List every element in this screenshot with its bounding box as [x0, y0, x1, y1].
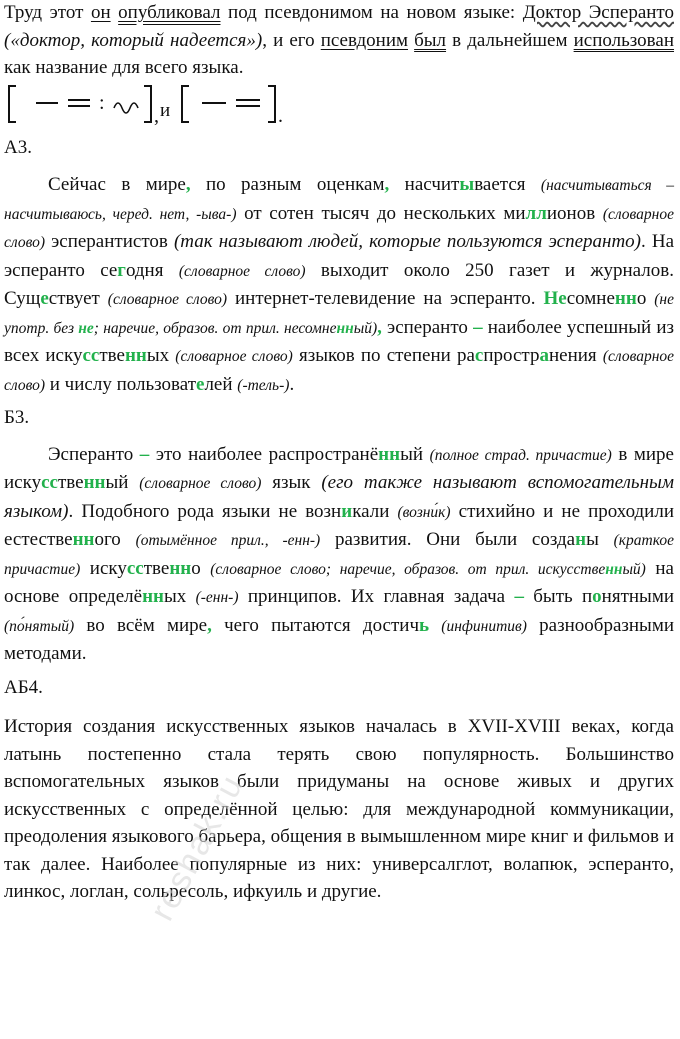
italic-gloss: (так называют людей, которые пользуются эсперанто): [173, 231, 641, 252]
scheme-conjunction: и: [160, 99, 171, 121]
highlight: о: [592, 586, 602, 607]
text: ый: [400, 443, 430, 465]
highlight: е: [196, 373, 205, 395]
italic-gloss: (его также называют вспомогательным языком): [4, 472, 674, 522]
annotation: (не употр. без: [4, 291, 674, 337]
text: как название для всего языка.: [4, 57, 244, 78]
annotation-highlight: не: [78, 319, 94, 337]
text: сомне: [566, 288, 615, 309]
scheme-comma: ,: [154, 104, 159, 126]
highlight: нн: [124, 345, 147, 366]
highlight: и: [341, 500, 353, 522]
annotation: (насчитываться – насчитываюсь, черед. нет, -ыва-): [4, 177, 674, 223]
predicate-underlined: опубликовал: [118, 2, 221, 23]
text: язык: [261, 472, 322, 493]
text: под псевдонимом на новом языке:: [220, 2, 523, 23]
text: .: [289, 373, 295, 395]
annotation: (-енн-): [195, 589, 239, 606]
text: эсперанто: [381, 316, 474, 338]
text: наиболее успешный из всех иску: [4, 316, 675, 366]
text: это наиболее распространё: [149, 443, 379, 465]
highlight: г: [117, 259, 126, 281]
highlight: сс: [126, 557, 144, 579]
section-label-a3: А3.: [4, 136, 32, 158]
highlight: с: [474, 345, 484, 366]
text: тве: [99, 345, 125, 366]
text: нения: [548, 345, 603, 366]
text: . На эсперанто се: [4, 231, 675, 281]
text: стихийно и не проходили естестве: [4, 500, 675, 550]
highlight: нн: [378, 443, 401, 465]
text: от сотен тысяч до нескольких ми: [236, 202, 526, 224]
text: ионов: [546, 202, 603, 224]
text: Сейчас в мире: [48, 174, 186, 195]
text: , и его: [262, 29, 321, 51]
annotation: (краткое причастие): [4, 532, 675, 578]
text: вается: [474, 174, 541, 195]
text: ствует: [48, 288, 108, 309]
highlight: ,: [377, 316, 382, 338]
text: . Подобного рода языки не возн: [68, 500, 342, 522]
annotation: (возни́к): [397, 503, 451, 521]
appositive-underlined: Доктор Эсперанто: [522, 2, 674, 23]
annotation: (полное страд. причастие): [429, 446, 612, 464]
annotation: ый): [353, 319, 378, 337]
highlight: нн: [142, 586, 164, 607]
highlight: Не: [543, 288, 567, 309]
highlight: ,: [384, 174, 390, 195]
highlight: –: [514, 586, 524, 607]
text: Эсперанто: [48, 443, 140, 465]
text: ого: [94, 529, 136, 550]
text: ый: [105, 472, 140, 493]
text: нятными: [601, 586, 675, 607]
text: и числу пользоват: [45, 373, 196, 395]
text: выходит около 250 газет и журналов. Сущ: [4, 259, 674, 309]
annotation: ый): [622, 560, 646, 578]
highlight: нн: [169, 557, 192, 579]
highlight: сс: [41, 472, 58, 493]
highlight: а: [539, 345, 549, 366]
text: во всём мире: [74, 614, 208, 636]
annotation: (отымённое прил., -енн-): [135, 532, 321, 549]
intro-paragraph: [4, 0, 674, 82]
highlight: нн: [72, 529, 95, 550]
predicate-underlined: был: [414, 29, 447, 51]
text: лей: [204, 373, 238, 395]
annotation: ; наречие, образов. от прил. несомне: [93, 319, 337, 337]
annotation: (словарное слово): [178, 262, 306, 280]
text: в дальнейшем: [446, 29, 574, 51]
highlight: ,: [185, 174, 191, 195]
text: о: [191, 557, 211, 579]
annotation: (по́нятый): [4, 617, 75, 635]
a3-paragraph: [4, 171, 674, 399]
text: разнообразными методами.: [4, 614, 675, 664]
text: ых: [163, 586, 196, 607]
text: тве: [57, 472, 84, 493]
highlight: нн: [83, 472, 106, 493]
text: о: [636, 288, 655, 309]
highlight: н: [575, 529, 587, 550]
sentence-scheme-diagram: [4, 82, 294, 126]
annotation-highlight: нн: [605, 560, 623, 578]
scheme-colon: :: [99, 91, 105, 114]
text: развития. Они были созда: [320, 529, 576, 550]
text: одня: [125, 259, 179, 281]
highlight: нн: [614, 288, 637, 309]
text: быть п: [523, 586, 593, 607]
annotation: (словарное слово): [4, 348, 675, 394]
text: кали: [352, 500, 398, 522]
highlight: –: [139, 443, 150, 465]
ab4-paragraph: История создания искусственных языков началась в XVII-XVIII веках, когда латынь постепенно стала терять свою популярность. Большинство вспомогательных языков были придуманы на основе живых и других искусственных с определённой целью: для международной коммуникации, преодоления языкового барьера, общения в вымышленном мире книг и фильмов и так далее. Наиболее популярные из них: универсалглот, волапюк, эсперанто, линкос, логлан, сольресоль, ифкуиль и другие.: [4, 716, 674, 902]
text: по разным оценкам: [190, 174, 385, 195]
highlight: ь: [419, 614, 430, 636]
subject-underlined: он: [90, 2, 111, 23]
watermark: reshak.ru: [142, 767, 252, 927]
highlight: ,: [207, 614, 212, 636]
highlight: е: [40, 288, 49, 309]
annotation-highlight: нн: [336, 319, 354, 337]
scheme-period: .: [278, 104, 283, 126]
section-label-ab4: АБ4.: [4, 676, 43, 698]
text: [429, 615, 441, 636]
annotation: (словарное слово): [4, 205, 674, 251]
section-label-b3: Б3.: [4, 407, 30, 428]
text: насчит: [389, 174, 460, 195]
text: Труд этот: [4, 2, 91, 23]
text: тве: [143, 557, 170, 579]
annotation: (инфинитив): [441, 617, 527, 635]
highlight: –: [473, 316, 483, 338]
highlight: сс: [82, 345, 100, 366]
annotation: (-тель-): [237, 376, 290, 394]
predicate-underlined: использован: [573, 29, 675, 51]
b3-paragraph: [4, 441, 674, 668]
highlight: лл: [525, 202, 547, 224]
text: ых: [146, 345, 176, 366]
text: на основе определё: [4, 557, 674, 607]
italic-gloss: («доктор, который надеется»): [4, 29, 263, 51]
highlight: ы: [459, 174, 475, 195]
text: простр: [483, 345, 540, 366]
text: языков по степени ра: [292, 345, 475, 366]
annotation: (словарное слово): [107, 291, 228, 308]
annotation: (словарное слово): [139, 475, 262, 492]
text: эсперантистов: [45, 231, 174, 252]
text: иску: [80, 557, 127, 579]
sentence-scheme: [4, 82, 674, 126]
annotation: (словарное слово): [175, 348, 293, 365]
subject-underlined: псевдоним: [320, 29, 409, 51]
text: в мире иску: [4, 443, 674, 493]
text: чего пытаются достич: [211, 614, 419, 636]
text: принципов. Их главная задача: [238, 586, 515, 607]
text: интернет-телевидение на эсперанто.: [227, 288, 544, 309]
annotation: (словарное слово; наречие, образов. от прил. искусстве: [210, 560, 606, 578]
text: ы: [586, 529, 614, 550]
